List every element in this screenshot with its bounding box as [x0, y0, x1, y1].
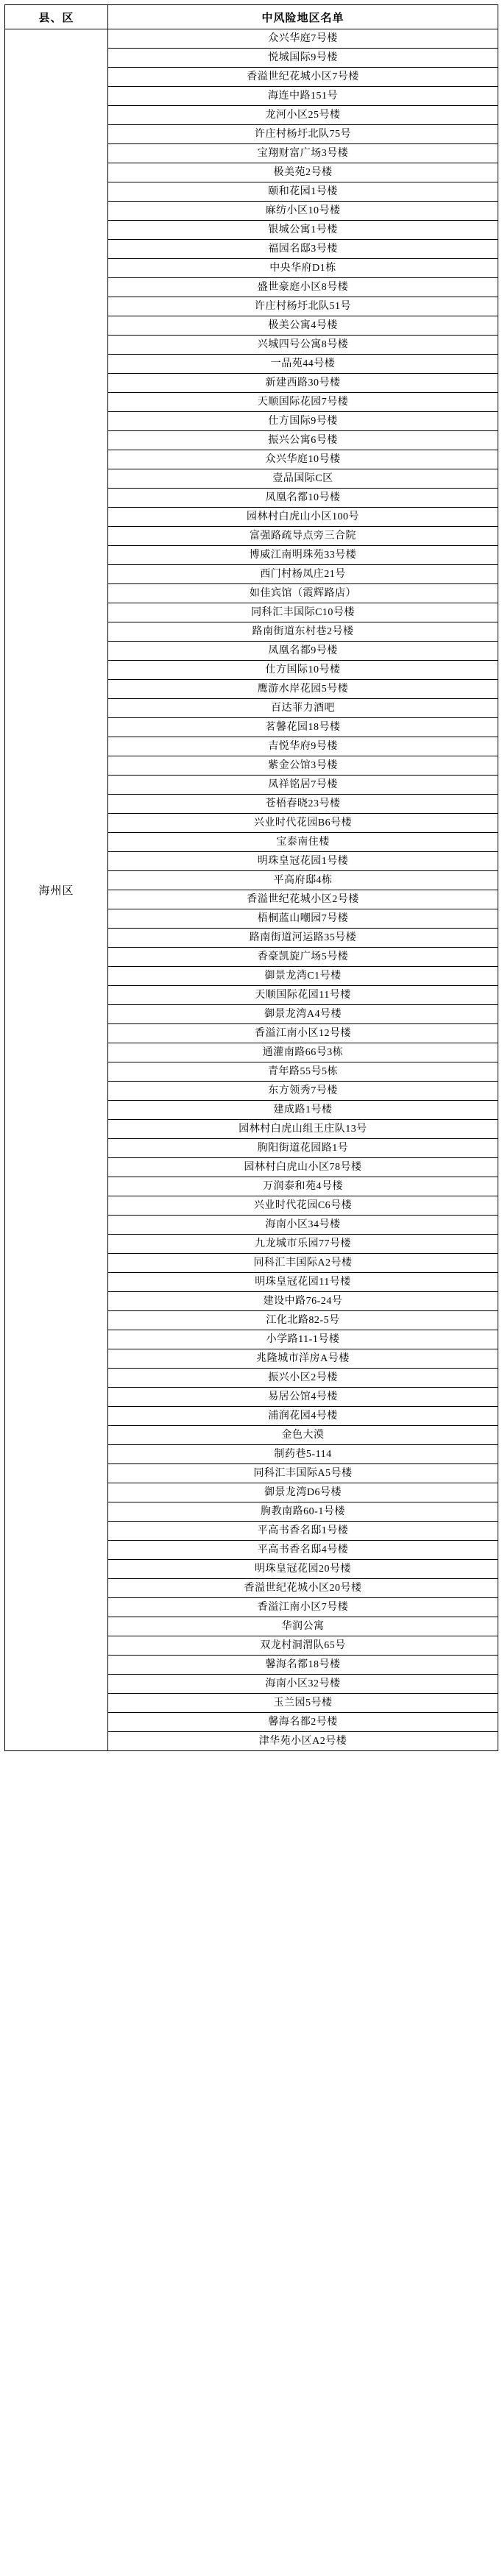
risk-place-cell: 馨海名都2号楼	[108, 1713, 498, 1732]
risk-place-cell: 同科汇丰国际C10号楼	[108, 603, 498, 622]
risk-place-cell: 众兴华庭7号楼	[108, 29, 498, 49]
risk-place-cell: 颐和花园1号楼	[108, 182, 498, 202]
risk-place-cell: 园林村白虎山小区100号	[108, 508, 498, 527]
risk-place-cell: 玉兰园5号楼	[108, 1694, 498, 1713]
risk-place-cell: 麻纺小区10号楼	[108, 202, 498, 221]
risk-place-cell: 中央华府D1栋	[108, 259, 498, 278]
risk-place-cell: 紫金公馆3号楼	[108, 756, 498, 776]
risk-place-cell: 九龙城市乐园77号楼	[108, 1235, 498, 1254]
risk-place-cell: 建设中路76-24号	[108, 1292, 498, 1311]
risk-place-cell: 平高书香名邸1号楼	[108, 1522, 498, 1541]
risk-place-cell: 梧桐蓝山嘲园7号楼	[108, 909, 498, 929]
risk-place-cell: 通灌南路66号3栋	[108, 1043, 498, 1062]
risk-place-cell: 如佳宾馆（霞辉路店）	[108, 584, 498, 603]
risk-place-cell: 明珠皇冠花园11号楼	[108, 1273, 498, 1292]
risk-place-cell: 许庄村杨圩北队75号	[108, 125, 498, 144]
risk-place-cell: 平高书香名邸4号楼	[108, 1541, 498, 1560]
risk-place-cell: 仕方国际10号楼	[108, 661, 498, 680]
risk-place-cell: 凤祥铭居7号楼	[108, 776, 498, 795]
risk-place-cell: 制药巷5-114	[108, 1445, 498, 1464]
risk-place-cell: 路南街道河运路35号楼	[108, 929, 498, 948]
risk-place-cell: 香溢世纪花城小区2号楼	[108, 890, 498, 909]
risk-place-cell: 易居公馆4号楼	[108, 1388, 498, 1407]
risk-place-cell: 盛世豪庭小区8号楼	[108, 278, 498, 297]
column-header-district: 县、区	[5, 5, 108, 29]
risk-place-cell: 苍梧春晓23号楼	[108, 795, 498, 814]
risk-place-cell: 馨海名都18号楼	[108, 1656, 498, 1675]
risk-place-cell: 双龙村洞渭队65号	[108, 1636, 498, 1656]
risk-place-cell: 明珠皇冠花园20号楼	[108, 1560, 498, 1579]
risk-place-cell: 建成路1号楼	[108, 1101, 498, 1120]
risk-place-cell: 御景龙湾D6号楼	[108, 1483, 498, 1502]
risk-place-cell: 津华苑小区A2号楼	[108, 1732, 498, 1751]
risk-place-cell: 兴城四号公寓8号楼	[108, 336, 498, 355]
risk-place-cell: 兴业时代花园C6号楼	[108, 1196, 498, 1216]
risk-area-table	[4, 4, 498, 1751]
risk-place-cell: 朐教南路60-1号楼	[108, 1502, 498, 1522]
risk-place-cell: 龙河小区25号楼	[108, 106, 498, 125]
column-header-list: 中风险地区名单	[108, 5, 498, 29]
risk-place-cell: 天顺国际花园11号楼	[108, 986, 498, 1005]
risk-place-cell: 鹰游水岸花园5号楼	[108, 680, 498, 699]
risk-place-cell: 天顺国际花园7号楼	[108, 393, 498, 412]
risk-place-cell: 御景龙湾A4号楼	[108, 1005, 498, 1024]
risk-place-cell: 壹品国际C区	[108, 469, 498, 489]
risk-place-cell: 明珠皇冠花园1号楼	[108, 852, 498, 871]
risk-place-cell: 香溢世纪花城小区20号楼	[108, 1579, 498, 1598]
risk-place-cell: 金色大漠	[108, 1426, 498, 1445]
risk-place-cell: 新建西路30号楼	[108, 374, 498, 393]
risk-place-cell: 平高府邸4栋	[108, 871, 498, 890]
risk-place-cell: 百达菲力酒吧	[108, 699, 498, 718]
risk-place-cell: 振兴公寓6号楼	[108, 431, 498, 450]
risk-place-cell: 福园名邸3号楼	[108, 240, 498, 259]
risk-place-cell: 香溢世纪花城小区7号楼	[108, 68, 498, 87]
table-header	[5, 5, 498, 29]
risk-place-cell: 兴业时代花园B6号楼	[108, 814, 498, 833]
risk-place-cell: 宝泰南住楼	[108, 833, 498, 852]
risk-place-cell: 宝翔财富广场3号楼	[108, 144, 498, 163]
risk-place-cell: 同科汇丰国际A5号楼	[108, 1464, 498, 1483]
risk-place-cell: 银城公寓1号楼	[108, 221, 498, 240]
risk-place-cell: 园林村白虎山组王庄队13号	[108, 1120, 498, 1139]
risk-place-cell: 振兴小区2号楼	[108, 1369, 498, 1388]
risk-place-cell: 海南小区34号楼	[108, 1216, 498, 1235]
risk-place-cell: 御景龙湾C1号楼	[108, 967, 498, 986]
risk-place-cell: 凤凰名都10号楼	[108, 489, 498, 508]
table-row	[5, 29, 498, 49]
risk-place-cell: 许庄村杨圩北队51号	[108, 297, 498, 316]
risk-place-cell: 香豪凯旋广场5号楼	[108, 948, 498, 967]
table-header-row	[5, 5, 498, 29]
risk-place-cell: 朐阳街道花园路1号	[108, 1139, 498, 1158]
risk-place-cell: 悦城国际9号楼	[108, 49, 498, 68]
risk-place-cell: 同科汇丰国际A2号楼	[108, 1254, 498, 1273]
risk-place-cell: 仕方国际9号楼	[108, 412, 498, 431]
risk-place-cell: 富强路疏导点旁三合院	[108, 527, 498, 546]
risk-place-cell: 香溢江南小区7号楼	[108, 1598, 498, 1617]
risk-place-cell: 东方领秀7号楼	[108, 1082, 498, 1101]
risk-place-cell: 兆隆城市洋房A号楼	[108, 1349, 498, 1369]
risk-place-cell: 园林村白虎山小区78号楼	[108, 1158, 498, 1177]
risk-place-cell: 众兴华庭10号楼	[108, 450, 498, 469]
risk-place-cell: 凤凰名都9号楼	[108, 642, 498, 661]
risk-place-cell: 华润公寓	[108, 1617, 498, 1636]
risk-place-cell: 西门村杨凤庄21号	[108, 565, 498, 584]
risk-place-cell: 江化北路82-5号	[108, 1311, 498, 1330]
risk-place-cell: 小学路11-1号楼	[108, 1330, 498, 1349]
risk-place-cell: 极美苑2号楼	[108, 163, 498, 182]
district-cell: 海州区	[5, 29, 108, 1751]
risk-place-cell: 万润泰和苑4号楼	[108, 1177, 498, 1196]
risk-place-cell: 浦润花园4号楼	[108, 1407, 498, 1426]
risk-place-cell: 青年路55号5栋	[108, 1062, 498, 1082]
risk-place-cell: 博威江南明珠苑33号楼	[108, 546, 498, 565]
risk-place-cell: 茗馨花园18号楼	[108, 718, 498, 737]
risk-place-cell: 一品苑44号楼	[108, 355, 498, 374]
risk-place-cell: 海南小区32号楼	[108, 1675, 498, 1694]
risk-place-cell: 海连中路151号	[108, 87, 498, 106]
table-body	[5, 29, 498, 1751]
risk-place-cell: 香溢江南小区12号楼	[108, 1024, 498, 1043]
risk-place-cell: 路南街道东村巷2号楼	[108, 622, 498, 642]
risk-place-cell: 吉悦华府9号楼	[108, 737, 498, 756]
risk-place-cell: 极美公寓4号楼	[108, 316, 498, 336]
